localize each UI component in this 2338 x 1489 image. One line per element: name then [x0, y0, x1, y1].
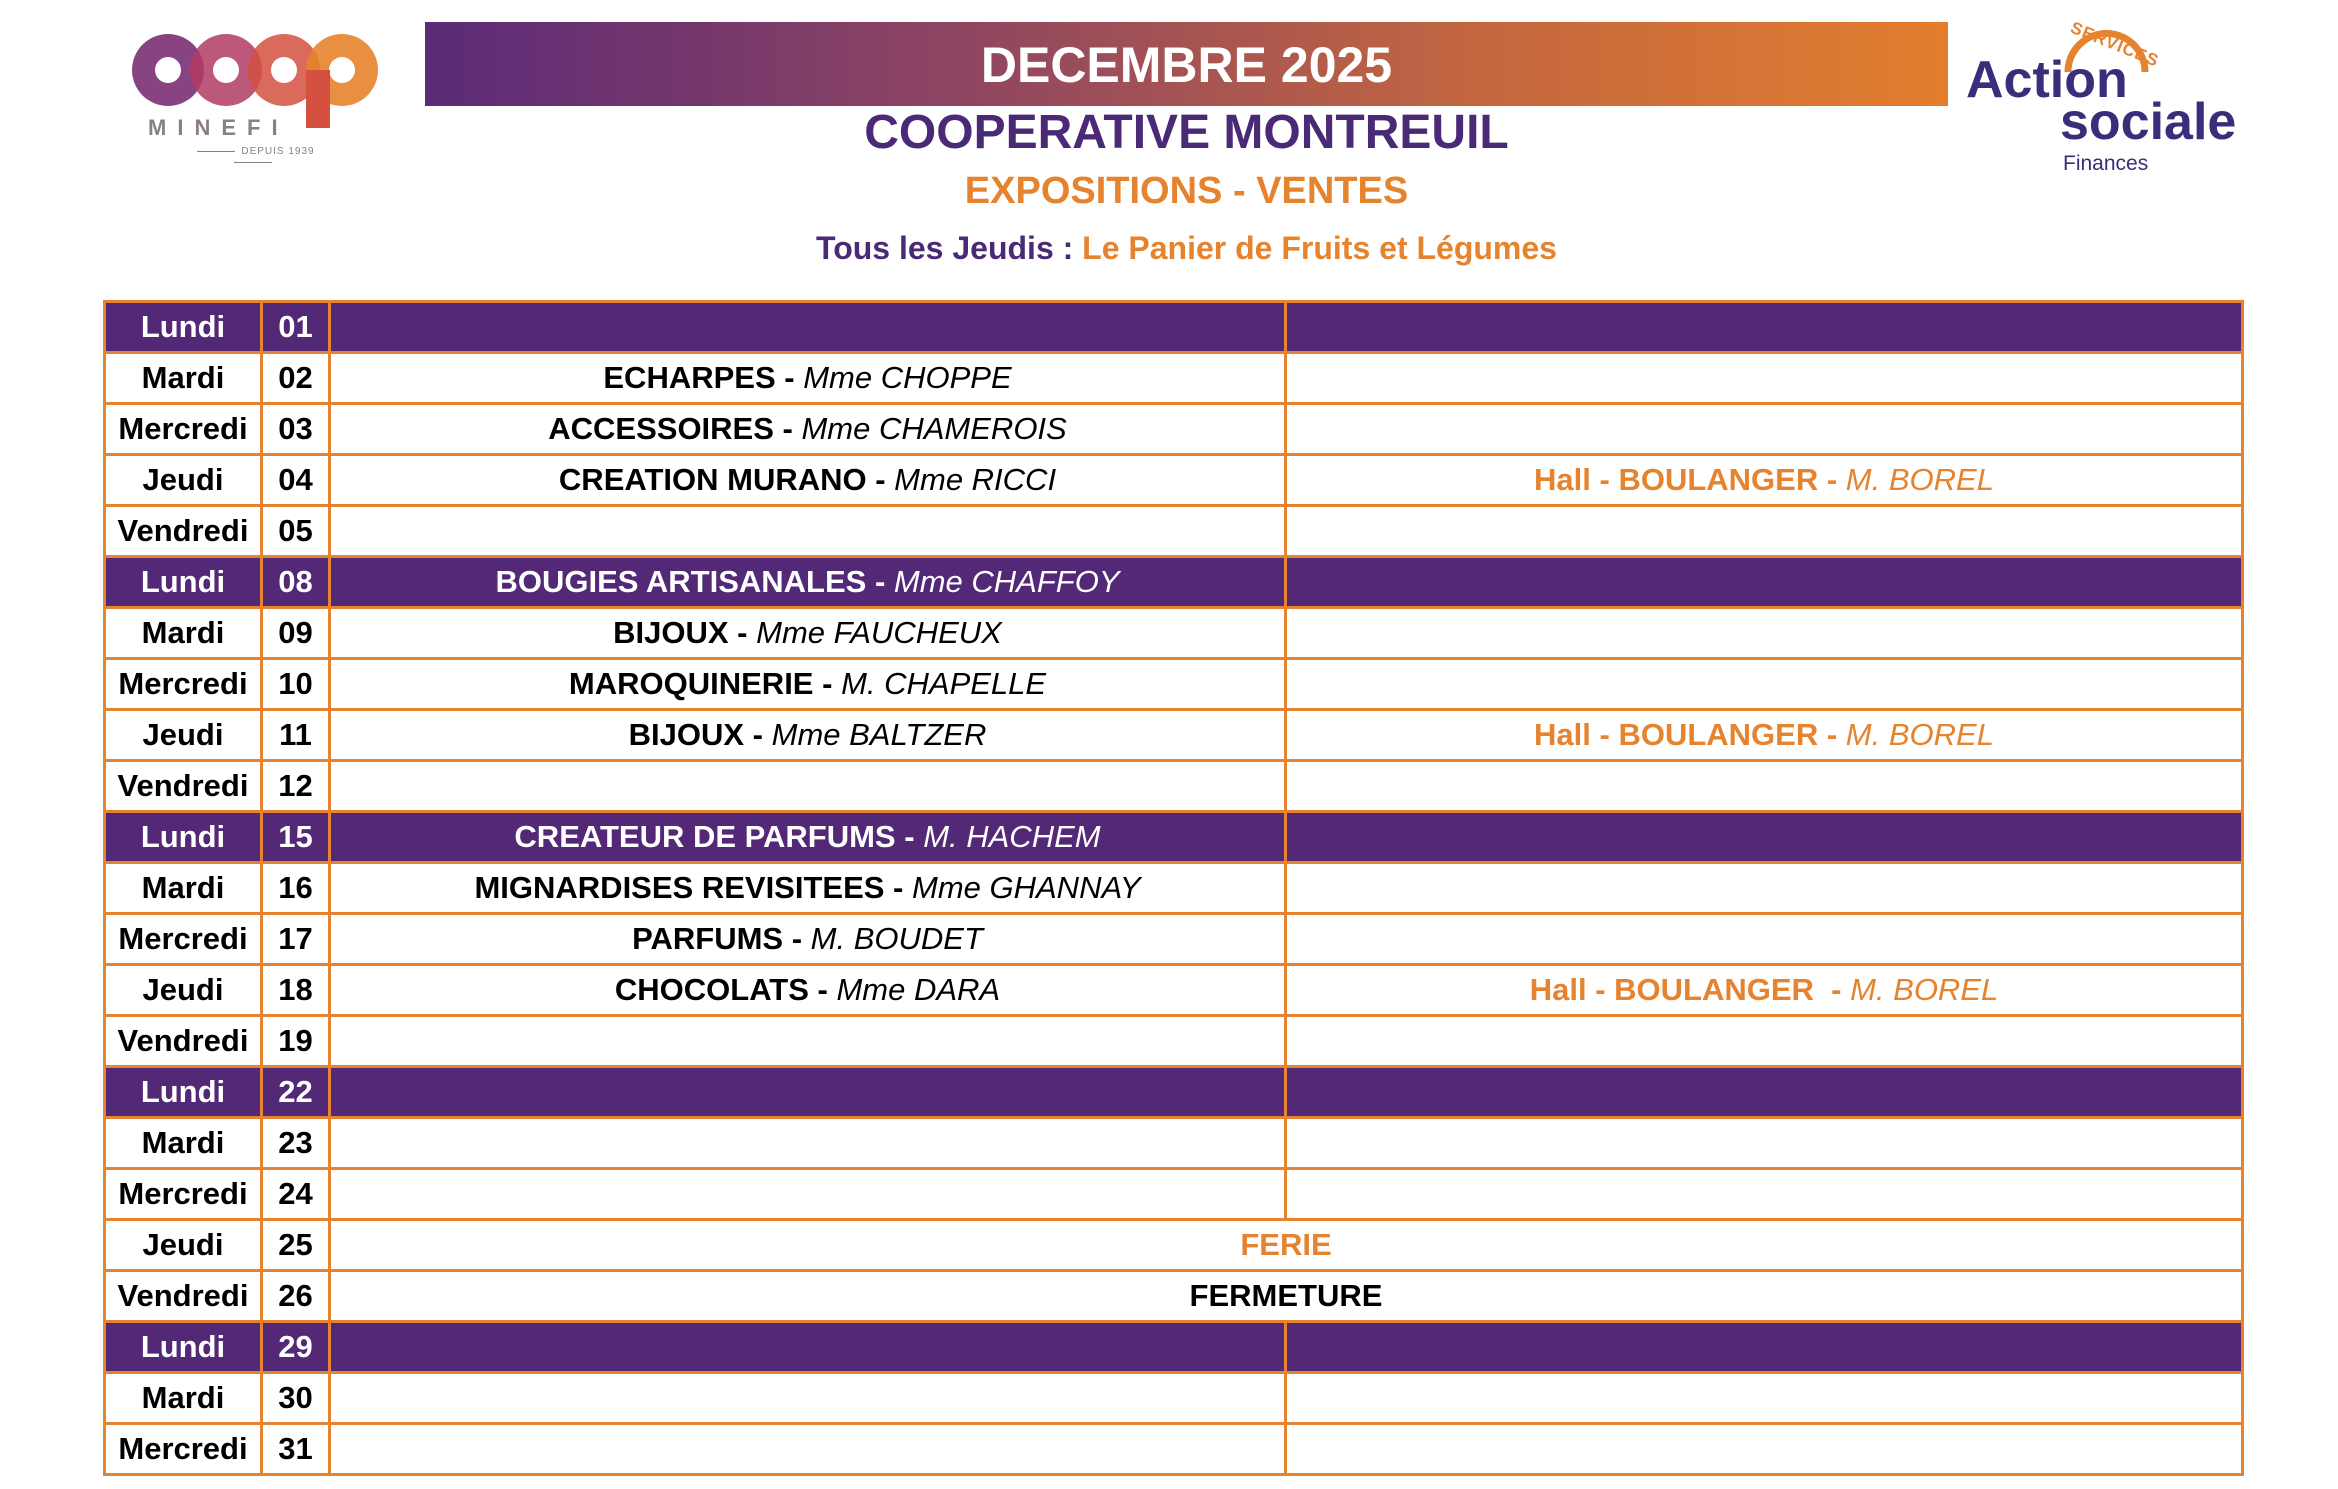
- schedule-row: [105, 353, 2243, 404]
- exhibition-title: BOUGIES ARTISANALES: [495, 564, 867, 599]
- day-cell: Mardi: [105, 608, 262, 659]
- separator: -: [783, 921, 811, 956]
- date-cell: 18: [262, 965, 330, 1016]
- exhibitor-name: Mme FAUCHEUX: [756, 615, 1002, 650]
- separator: -: [728, 615, 757, 650]
- exhibition-cell: [330, 965, 1286, 1016]
- schedule-row: [105, 1373, 2243, 1424]
- schedule-row: [105, 1169, 2243, 1220]
- date-cell: 02: [262, 353, 330, 404]
- schedule-row: [105, 302, 2243, 353]
- exhibition-cell: [330, 1373, 1286, 1424]
- day-cell: Lundi: [105, 1322, 262, 1373]
- coop-minefi-logo: [128, 28, 428, 158]
- day-cell: Mardi: [105, 353, 262, 404]
- day-cell: Mercredi: [105, 1169, 262, 1220]
- hall-cell: [1286, 812, 2243, 863]
- schedule-row: [105, 1016, 2243, 1067]
- hall-cell: [1286, 1169, 2243, 1220]
- exhibitor-name: M. HACHEM: [923, 819, 1101, 854]
- schedule-row: [105, 812, 2243, 863]
- action-sociale-logo: [1960, 14, 2260, 174]
- date-cell: 16: [262, 863, 330, 914]
- hall-cell: [1286, 1322, 2243, 1373]
- exhibition-title: ACCESSOIRES: [548, 411, 774, 446]
- coop-logo-mark: [128, 28, 408, 128]
- hall-exhibitor-name: M. BOREL: [1850, 972, 1999, 1007]
- day-cell: Mardi: [105, 863, 262, 914]
- date-cell: 19: [262, 1016, 330, 1067]
- hall-cell: [1286, 608, 2243, 659]
- hall-cell: [1286, 710, 2243, 761]
- schedule-row: [105, 710, 2243, 761]
- date-cell: 26: [262, 1271, 330, 1322]
- exhibitor-name: M. BOUDET: [810, 921, 983, 956]
- exhibition-title: PARFUMS: [632, 921, 784, 956]
- exhibition-title: CREATEUR DE PARFUMS: [514, 819, 896, 854]
- day-cell: Vendredi: [105, 506, 262, 557]
- separator: -: [773, 411, 802, 446]
- hall-cell: [1286, 863, 2243, 914]
- exhibition-cell: [330, 302, 1286, 353]
- exhibition-cell: [330, 812, 1286, 863]
- day-cell: Mercredi: [105, 659, 262, 710]
- date-cell: 23: [262, 1118, 330, 1169]
- exhibition-cell: [330, 1067, 1286, 1118]
- schedule-row: [105, 659, 2243, 710]
- day-cell: Lundi: [105, 812, 262, 863]
- month-title: DECEMBRE 2025: [980, 37, 1393, 93]
- schedule-row: [105, 914, 2243, 965]
- hall-title: Hall - BOULANGER: [1529, 972, 1814, 1007]
- hall-cell: [1286, 965, 2243, 1016]
- hall-cell: [1286, 506, 2243, 557]
- date-cell: 12: [262, 761, 330, 812]
- schedule-row: [105, 608, 2243, 659]
- exhibition-cell: [330, 1118, 1286, 1169]
- day-cell: Vendredi: [105, 1271, 262, 1322]
- day-cell: Vendredi: [105, 761, 262, 812]
- exhibition-cell: [330, 1169, 1286, 1220]
- logo-action-text: Action: [1966, 51, 2128, 109]
- full-day-cell: FERIE: [330, 1220, 2243, 1271]
- separator: -: [775, 360, 804, 395]
- day-cell: Mercredi: [105, 914, 262, 965]
- date-cell: 04: [262, 455, 330, 506]
- full-day-cell: FERMETURE: [330, 1271, 2243, 1322]
- hall-cell: [1286, 914, 2243, 965]
- schedule-row: [105, 506, 2243, 557]
- hall-cell: [1286, 557, 2243, 608]
- day-cell: Jeudi: [105, 1220, 262, 1271]
- logo-services-text: SERVICES: [2067, 18, 2162, 71]
- hall-cell: [1286, 353, 2243, 404]
- exhibitor-name: Mme RICCI: [894, 462, 1057, 497]
- date-cell: 01: [262, 302, 330, 353]
- exhibitor-name: Mme DARA: [836, 972, 1001, 1007]
- exhibition-cell: [330, 863, 1286, 914]
- exhibition-cell: [330, 353, 1286, 404]
- separator: -: [808, 972, 837, 1007]
- notice-label: Tous les Jeudis :: [816, 230, 1074, 266]
- hall-cell: [1286, 404, 2243, 455]
- date-cell: 08: [262, 557, 330, 608]
- separator: -: [1818, 462, 1846, 497]
- exhibitor-name: M. CHAPELLE: [841, 666, 1047, 701]
- separator: -: [813, 666, 842, 701]
- hall-cell: [1286, 1067, 2243, 1118]
- date-cell: 30: [262, 1373, 330, 1424]
- day-cell: Lundi: [105, 1067, 262, 1118]
- day-cell: Vendredi: [105, 1016, 262, 1067]
- day-cell: Lundi: [105, 302, 262, 353]
- schedule-row: [105, 1322, 2243, 1373]
- separator: -: [895, 819, 924, 854]
- schedule-row: [105, 1067, 2243, 1118]
- schedule-row: [105, 404, 2243, 455]
- date-cell: 09: [262, 608, 330, 659]
- exhibition-cell: [330, 1424, 1286, 1475]
- separator: -: [1813, 972, 1851, 1007]
- exhibitor-name: Mme CHOPPE: [803, 360, 1012, 395]
- coop-logo-since: DEPUIS 1939: [168, 146, 338, 168]
- exhibitor-name: Mme CHAFFOY: [893, 564, 1120, 599]
- schedule-row: [105, 1118, 2243, 1169]
- notice-value: Le Panier de Fruits et Légumes: [1082, 230, 1557, 266]
- date-cell: 17: [262, 914, 330, 965]
- exhibition-title: ECHARPES: [603, 360, 776, 395]
- exhibition-cell: [330, 1016, 1286, 1067]
- day-cell: Jeudi: [105, 710, 262, 761]
- exhibition-cell: [330, 761, 1286, 812]
- logo-sociale-text: sociale: [2060, 93, 2237, 151]
- date-cell: 25: [262, 1220, 330, 1271]
- hall-title: Hall - BOULANGER: [1534, 462, 1819, 497]
- schedule-row: [105, 863, 2243, 914]
- hall-cell: [1286, 302, 2243, 353]
- date-cell: 22: [262, 1067, 330, 1118]
- date-cell: 11: [262, 710, 330, 761]
- exhibition-title: MIGNARDISES REVISITEES: [474, 870, 885, 905]
- exhibition-title: BIJOUX: [628, 717, 745, 752]
- exhibition-title: MAROQUINERIE: [568, 666, 814, 701]
- schedule-row: [105, 1271, 2243, 1322]
- schedule-row: [105, 455, 2243, 506]
- weekly-notice: [425, 230, 1948, 267]
- day-cell: Mardi: [105, 1373, 262, 1424]
- day-cell: Mercredi: [105, 404, 262, 455]
- month-banner: [425, 22, 1948, 106]
- date-cell: 24: [262, 1169, 330, 1220]
- date-cell: 31: [262, 1424, 330, 1475]
- exhibition-title: CHOCOLATS: [614, 972, 809, 1007]
- exhibitor-name: Mme CHAMEROIS: [801, 411, 1067, 446]
- page-title: COOPERATIVE MONTREUIL: [864, 106, 1509, 159]
- schedule-table: [103, 300, 2244, 1476]
- exhibition-cell: [330, 914, 1286, 965]
- day-cell: Jeudi: [105, 455, 262, 506]
- day-cell: Lundi: [105, 557, 262, 608]
- hall-cell: [1286, 1373, 2243, 1424]
- hall-cell: [1286, 659, 2243, 710]
- separator: -: [866, 462, 895, 497]
- separator: -: [884, 870, 912, 905]
- separator: -: [744, 717, 772, 752]
- exhibition-cell: [330, 506, 1286, 557]
- coop-logo-minefi: MINEFI: [148, 115, 289, 140]
- day-cell: Jeudi: [105, 965, 262, 1016]
- date-cell: 05: [262, 506, 330, 557]
- day-cell: Mercredi: [105, 1424, 262, 1475]
- hall-cell: [1286, 1016, 2243, 1067]
- date-cell: 29: [262, 1322, 330, 1373]
- exhibition-cell: [330, 659, 1286, 710]
- date-cell: 15: [262, 812, 330, 863]
- schedule-row: [105, 557, 2243, 608]
- exhibition-cell: [330, 710, 1286, 761]
- separator: -: [866, 564, 894, 599]
- exhibition-cell: [330, 557, 1286, 608]
- exhibition-cell: [330, 608, 1286, 659]
- hall-cell: [1286, 455, 2243, 506]
- exhibition-cell: [330, 404, 1286, 455]
- schedule-body: [105, 302, 2243, 1475]
- schedule-row: [105, 965, 2243, 1016]
- day-cell: Mardi: [105, 1118, 262, 1169]
- exhibition-title: BIJOUX: [613, 615, 729, 650]
- hall-title: Hall - BOULANGER: [1534, 717, 1819, 752]
- section-title: EXPOSITIONS - VENTES: [964, 170, 1409, 212]
- date-cell: 03: [262, 404, 330, 455]
- date-cell: 10: [262, 659, 330, 710]
- schedule-row: [105, 1220, 2243, 1271]
- hall-cell: [1286, 1424, 2243, 1475]
- hall-exhibitor-name: M. BOREL: [1845, 462, 1994, 497]
- exhibitor-name: Mme GHANNAY: [912, 870, 1141, 905]
- hall-cell: [1286, 761, 2243, 812]
- exhibitor-name: Mme BALTZER: [771, 717, 987, 752]
- hall-exhibitor-name: M. BOREL: [1845, 717, 1994, 752]
- schedule-row: [105, 1424, 2243, 1475]
- hall-cell: [1286, 1118, 2243, 1169]
- separator: -: [1818, 717, 1846, 752]
- exhibition-cell: [330, 455, 1286, 506]
- exhibition-cell: [330, 1322, 1286, 1373]
- exhibition-title: CREATION MURANO: [558, 462, 867, 497]
- logo-finances-text: Finances: [2063, 152, 2149, 175]
- schedule-row: [105, 761, 2243, 812]
